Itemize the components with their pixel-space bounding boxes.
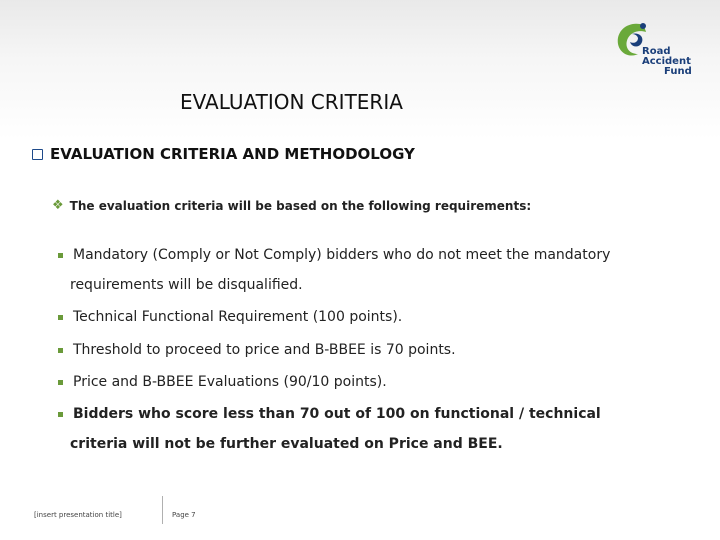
list-item-continuation: criteria will not be further evaluated on Price and BEE. <box>70 436 503 452</box>
list-item-text: Mandatory (Comply or Not Comply) bidders who do not meet the mandatory <box>73 247 611 263</box>
diamond-bullet-icon: ❖ <box>52 198 64 213</box>
logo-text <box>642 47 692 77</box>
list-item <box>58 335 456 365</box>
square-bullet-icon <box>58 253 63 258</box>
section-heading-text: EVALUATION CRITERIA AND METHODOLOGY <box>50 145 415 163</box>
logo-line-2: Accident <box>642 56 691 67</box>
square-bullet-icon <box>32 149 43 160</box>
list-item <box>58 302 402 332</box>
logo-line-1: Road <box>642 46 671 57</box>
road-accident-fund-logo <box>612 20 708 84</box>
list-item-text: Bidders who score less than 70 out of 100 on functional / technical <box>73 406 601 422</box>
section-heading <box>32 145 415 163</box>
list-item <box>58 399 601 459</box>
list-item <box>58 367 387 397</box>
square-bullet-icon <box>58 412 63 417</box>
list-item-text: Technical Functional Requirement (100 points). <box>73 309 403 325</box>
list-item-continuation: requirements will be disqualified. <box>70 277 303 293</box>
footer-page-number: Page 7 <box>172 511 196 519</box>
square-bullet-icon <box>58 348 63 353</box>
square-bullet-icon <box>58 315 63 320</box>
footer-divider <box>162 496 163 524</box>
footer-presentation-title: [insert presentation title] <box>34 511 122 519</box>
square-bullet-icon <box>58 380 63 385</box>
intro-text: The evaluation criteria will be based on the following requirements: <box>69 198 532 213</box>
list-item-text: Threshold to proceed to price and B-BBEE is 70 points. <box>73 342 456 358</box>
intro-line <box>52 198 531 213</box>
logo-line-3: Fund <box>664 66 692 77</box>
list-item-text: Price and B-BBEE Evaluations (90/10 points). <box>73 374 387 390</box>
slide-title: EVALUATION CRITERIA <box>180 90 403 114</box>
list-item <box>58 240 610 300</box>
